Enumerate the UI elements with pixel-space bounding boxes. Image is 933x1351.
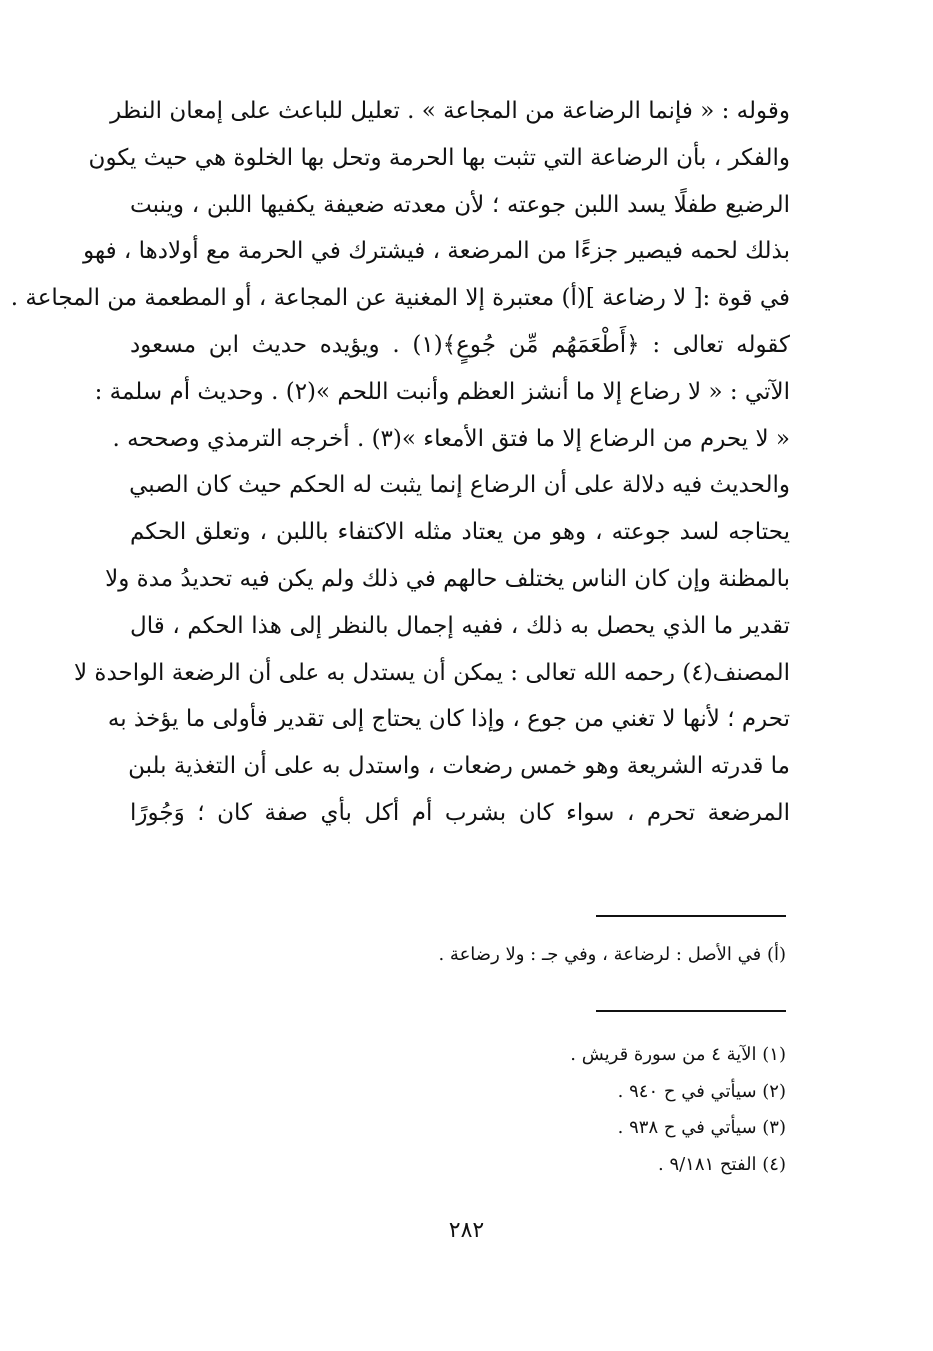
footnotes-divider xyxy=(596,1010,786,1012)
text-line: وقوله : « فإنما الرضاعة من المجاعة » . تعليل للباعث على إمعان النظر xyxy=(110,98,790,124)
text-line: تحرم ؛ لأنها لا تغني من جوع ، وإذا كان يحتاج إلى تقدير فأولى ما يؤخذ به xyxy=(107,706,790,733)
text-line: والحديث فيه دلالة على أن الرضاع إنما يثبت له الحكم حيث كان الصبي xyxy=(129,472,790,499)
text-line: ما قدرته الشريعة وهو خمس رضعات ، واستدل به على أن التغذية بلبن xyxy=(128,753,790,780)
text-line: الآتي : « لا رضاع إلا ما أنشز العظم وأنبت اللحم »(٢) . وحديث أم سلمة : xyxy=(94,378,790,405)
page-number: ٢٨٢ xyxy=(448,1218,485,1243)
footnote: (٣) سيأتي في ح ٩٣٨ . xyxy=(617,1117,786,1138)
variant-note: (أ) في الأصل : لرضاعة ، وفي جـ : ولا رضاعة . xyxy=(438,944,786,965)
footnote: (١) الآية ٤ من سورة قريش . xyxy=(570,1044,786,1065)
footnote: (٢) سيأتي في ح ٩٤٠ . xyxy=(617,1080,786,1102)
variant-note-divider xyxy=(596,915,786,917)
text-line: « لا يحرم من الرضاع إلا ما فتق الأمعاء »(٣) . أخرجه الترمذي وصححه . xyxy=(112,425,790,452)
text-line: تقدير ما الذي يحصل به ذلك ، ففيه إجمال بالنظر إلى هذا الحكم ، قال xyxy=(130,612,790,639)
footnotes-list xyxy=(126,1037,786,1183)
text-line: المرضعة تحرم ، سواء كان بشرب أم أكل بأي صفة كان ؛ وَجُورًا xyxy=(130,799,790,826)
text-line: يحتاجه لسد جوعته ، وهو من يعتاد مثله الاكتفاء باللبن ، وتعلق الحكم xyxy=(130,519,790,546)
main-text xyxy=(10,88,790,837)
text-line: في قوة :[ لا رضاعة ](أ) معتبرة إلا المغنية عن المجاعة ، أو المطعمة من المجاعة . xyxy=(10,285,790,312)
text-line: الرضيع طفلًا يسد اللبن جوعته ؛ لأن معدته ضعيفة يكفيها اللبن ، وينبت xyxy=(130,191,790,218)
text-line: بذلك لحمه فيصير جزءًا من المرضعة ، فيشترك في الحرمة مع أولادها ، فهو xyxy=(83,238,790,265)
text-line: والفكر ، بأن الرضاعة التي تثبت بها الحرمة وتحل بها الخلوة هي حيث يكون xyxy=(88,144,790,171)
text-line: المصنف(٤) رحمه الله تعالى : يمكن أن يستدل به على أن الرضعة الواحدة لا xyxy=(73,659,790,686)
text-line: بالمظنة وإن كان الناس يختلف حالهم في ذلك ولم يكن فيه تحديدُ مدة ولا xyxy=(105,565,790,592)
footnote: (٤) الفتح ٩/١٨١ . xyxy=(657,1153,786,1175)
text-line: كقوله تعالى : ﴿أَطْعَمَهُم مِّن جُوعٍ﴾(١) . ويؤيده حديث ابن مسعود xyxy=(130,331,790,358)
